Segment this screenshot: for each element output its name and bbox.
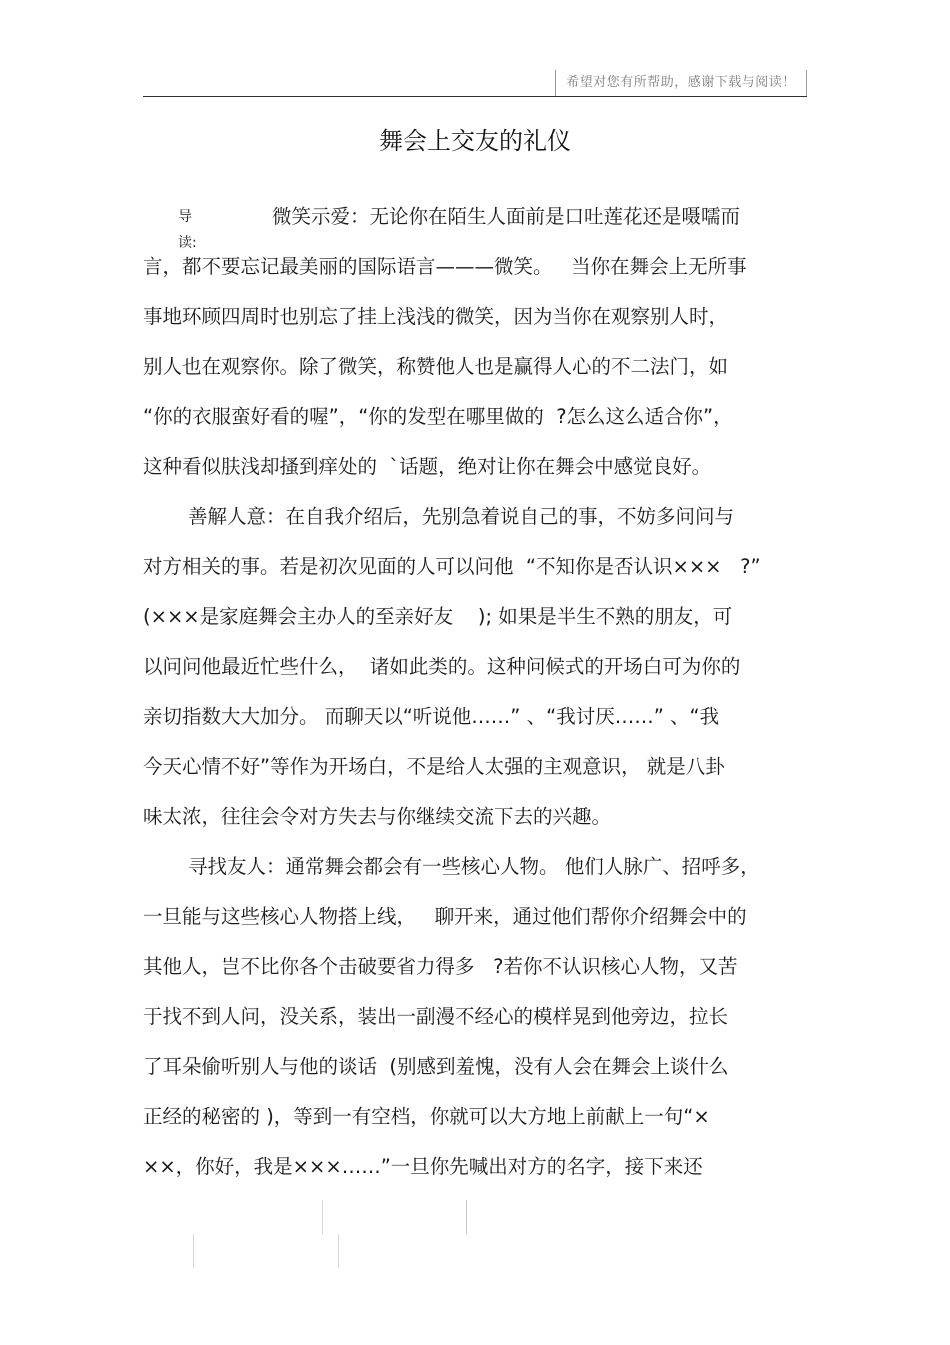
- paragraph-line: 这种看似肤浅却搔到痒处的 `话题，绝对让你在舞会中感觉良好。: [143, 455, 712, 478]
- header-rule: [143, 96, 807, 97]
- paragraph-line: 了耳朵偷听别人与他的谈话 (别感到羞愧，没有人会在舞会上谈什么: [143, 1055, 729, 1078]
- header-banner: 希望对您有所帮助，感谢下载与阅读！: [555, 70, 807, 96]
- paragraph-line: 微笑示爱：无论你在陌生人面前是口吐莲花还是嗫嚅而: [272, 205, 741, 228]
- paragraph-line: (×××是家庭舞会主办人的至亲好友 ); 如果是半生不熟的朋友，可: [143, 605, 733, 628]
- paragraph-line: 言，都不要忘记最美丽的国际语言———微笑。 当你在舞会上无所事: [143, 255, 747, 278]
- paragraph-line: 正经的秘密的 )，等到一有空档，你就可以大方地上前献上一句“×: [143, 1105, 710, 1128]
- document-title: 舞会上交友的礼仪: [379, 127, 571, 155]
- scan-mark: [322, 1200, 323, 1234]
- paragraph-line: ××，你好，我是×××……”一旦你先喊出对方的名字，接下来还: [143, 1155, 703, 1178]
- scan-mark: [466, 1200, 467, 1234]
- paragraph-line: 对方相关的事。若是初次见面的人可以问他 “不知你是否认识××× ?”: [143, 555, 761, 578]
- paragraph-line: 寻找友人：通常舞会都会有一些核心人物。 他们人脉广、招呼多，: [188, 855, 760, 878]
- scan-mark: [193, 1234, 194, 1268]
- paragraph-line: 今天心情不好”等作为开场白，不是给人太强的主观意识， 就是八卦: [143, 755, 725, 778]
- paragraph-line: 味太浓，往往会令对方失去与你继续交流下去的兴趣。: [143, 805, 612, 828]
- paragraph-line: 善解人意：在自我介绍后，先别急着说自己的事，不妨多问问与: [188, 505, 735, 528]
- paragraph-line: 一旦能与这些核心人物搭上线， 聊开来，通过他们帮你介绍舞会中的: [143, 905, 747, 928]
- paragraph-line: 事地环顾四周时也别忘了挂上浅浅的微笑，因为当你在观察别人时，: [143, 305, 729, 328]
- paragraph-line: 于找不到人问，没关系，装出一副漫不经心的模样晃到他旁边，拉长: [143, 1005, 729, 1028]
- paragraph-line: “你的衣服蛮好看的喔”，“你的发型在哪里做的 ?怎么这么适合你”，: [143, 405, 733, 428]
- paragraph-line: 以问问他最近忙些什么， 诸如此类的。这种问候式的开场白可为你的: [143, 655, 741, 678]
- paragraph-line: 别人也在观察你。除了微笑，称赞他人也是赢得人心的不二法门，如: [143, 355, 729, 378]
- paragraph-line: 亲切指数大大加分。 而聊天以“听说他……” 、“我讨厌……” 、“我: [143, 705, 720, 728]
- scan-mark: [338, 1234, 339, 1268]
- lead-label: 导读:: [178, 209, 197, 251]
- paragraph-line: 其他人，岂不比你各个击破要省力得多 ?若你不认识核心人物，又苦: [143, 955, 738, 978]
